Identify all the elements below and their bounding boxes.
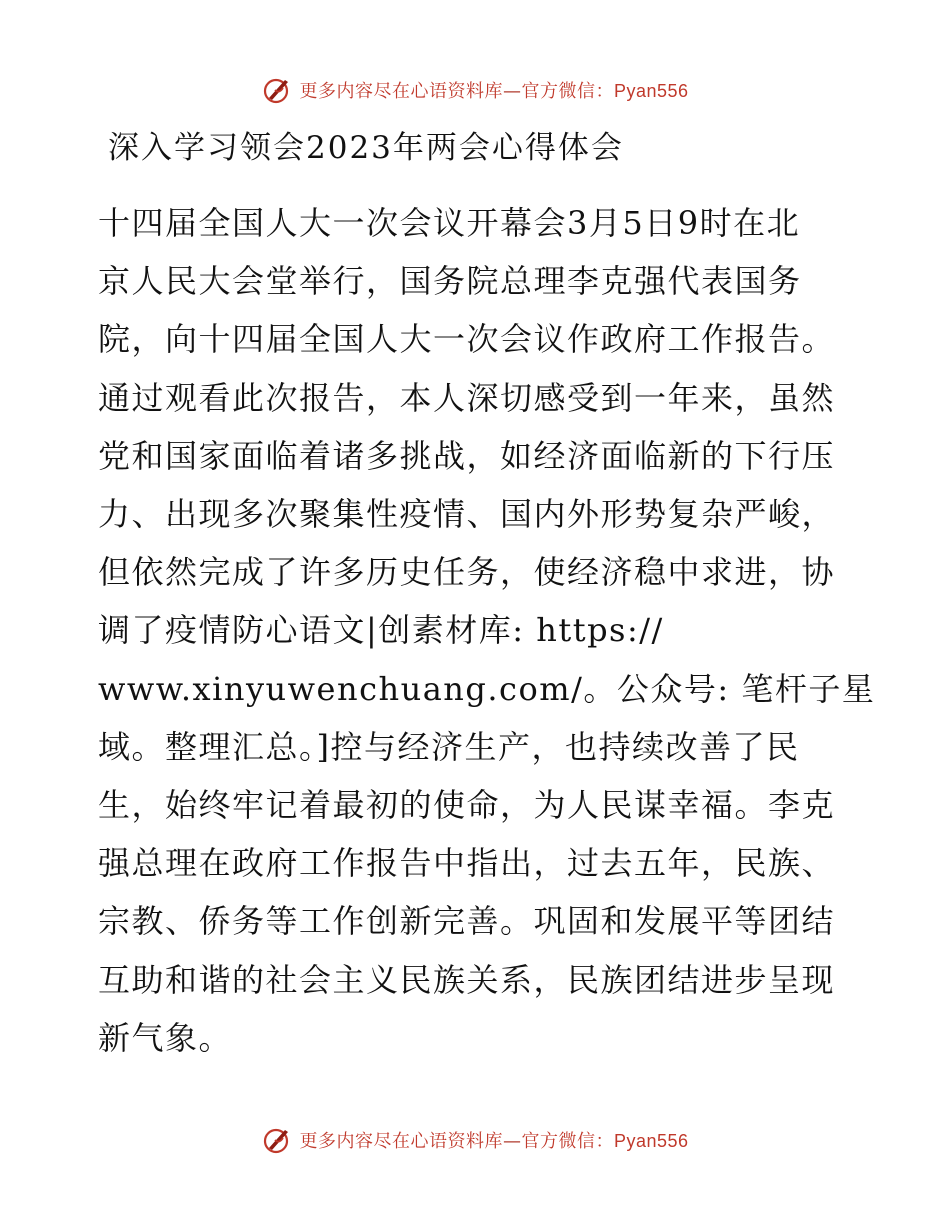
body-text-line: 宗教、侨务等工作创新完善。巩固和发展平等团结 <box>98 902 836 941</box>
body-text-line: 十四届全国人大一次会议开幕会3月5日9时在北 <box>98 204 801 242</box>
body-text-line: 域。整理汇总。]控与经济生产，也持续改善了民 <box>98 727 800 766</box>
body-text-line: 力、出现多次聚集性疫情、国内外形势复杂严峻， <box>98 495 836 534</box>
quill-logo-icon <box>261 1124 293 1156</box>
watermark-wechat-label: 官方微信： <box>521 81 614 102</box>
body-text-line: 院，向十四届全国人大一次会议作政府工作报告。 <box>98 320 836 359</box>
body-text-line: www.xinyuwenchuang.com/。公众号: 笔杆子星 <box>98 669 876 708</box>
watermark-separator: — <box>502 81 522 102</box>
document-title: 深入学习领会2023年两会心得体会 <box>108 130 624 166</box>
body-text-line: 京人民大会堂举行，国务院总理李克强代表国务 <box>98 262 802 301</box>
header-watermark-inner <box>261 74 688 106</box>
watermark-text <box>299 77 688 103</box>
body-text-line: 但依然完成了许多历史任务，使经济稳中求进，协 <box>98 553 836 592</box>
watermark-wechat-id: Pyan556 <box>613 1131 689 1151</box>
body-text-line: 生，始终牢记着最初的使命，为人民谋幸福。李克 <box>98 786 836 825</box>
body-text-line: 通过观看此次报告，本人深切感受到一年来，虽然 <box>98 378 836 417</box>
header-watermark-banner <box>0 70 950 110</box>
body-text-line: 党和国家面临着诸多挑战，如经济面临新的下行压 <box>98 436 836 475</box>
watermark-main-text: 更多内容尽在心语资料库 <box>299 1131 503 1152</box>
footer-watermark-banner <box>0 1120 950 1160</box>
document-body <box>98 194 876 1067</box>
watermark-separator: — <box>502 1131 522 1152</box>
body-text-line: 调了疫情防心语文|创素材库: https:// <box>98 611 664 650</box>
watermark-wechat-id: Pyan556 <box>613 81 689 101</box>
body-text-line: 新气象。 <box>98 1018 233 1057</box>
quill-logo-icon <box>261 74 293 106</box>
body-text-line: 互助和谐的社会主义民族关系，民族团结进步呈现 <box>98 960 836 999</box>
watermark-text <box>299 1127 688 1153</box>
watermark-wechat-label: 官方微信： <box>521 1131 614 1152</box>
watermark-main-text: 更多内容尽在心语资料库 <box>299 81 503 102</box>
body-text-line: 强总理在政府工作报告中指出，过去五年，民族、 <box>98 844 836 883</box>
footer-watermark-inner <box>261 1124 688 1156</box>
